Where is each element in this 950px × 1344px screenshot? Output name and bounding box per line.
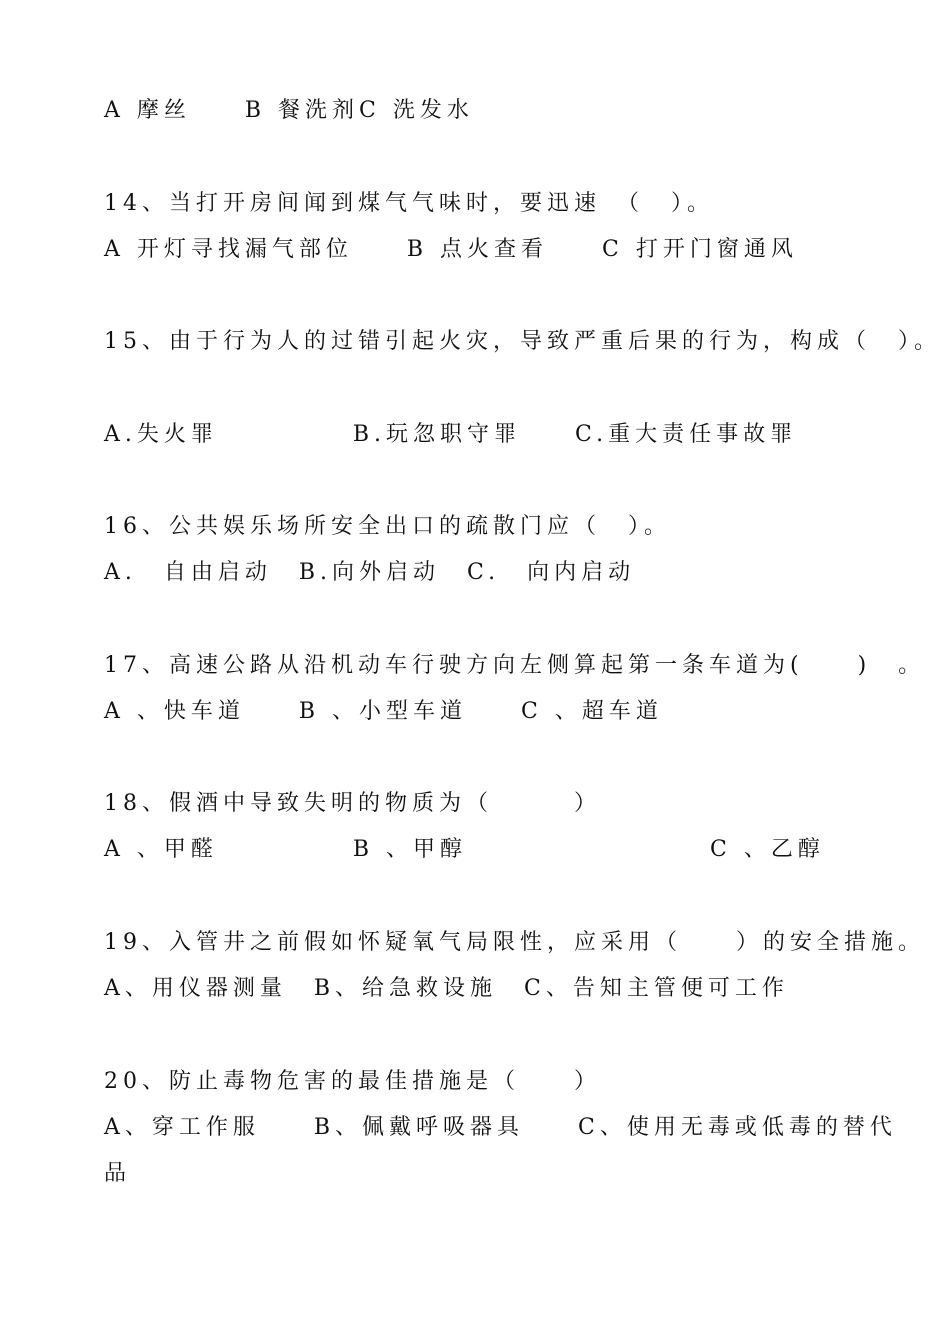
q16-question: 16、公共娱乐场所安全出口的疏散门应（ ）。 bbox=[104, 514, 671, 539]
q20-question: 20、防止毒物危害的最佳措施是（ ） bbox=[104, 1069, 601, 1094]
q16-options: A. 自由启动 B.向外启动 C. 向内启动 bbox=[104, 560, 636, 585]
q14-question: 14、当打开房间闻到煤气气味时，要迅速 （ ）。 bbox=[104, 191, 714, 216]
q15-question: 15、由于行为人的过错引起火灾，导致严重后果的行为，构成（ ）。 bbox=[104, 329, 941, 354]
q20-options: A、穿工作服 B、佩戴呼吸器具 C、使用无毒或低毒的替代 bbox=[104, 1115, 897, 1140]
q14-options: A 开灯寻找漏气部位 B 点火查看 C 打开门窗通风 bbox=[104, 237, 798, 262]
q19-question: 19、入管井之前假如怀疑氧气局限性，应采用（ ）的安全措施。 bbox=[104, 930, 925, 955]
q17-question: 17、高速公路从沿机动车行驶方向左侧算起第一条车道为( ) 。 bbox=[104, 653, 926, 678]
q19-options: A、用仪器测量 B、给急救设施 C、告知主管便可工作 bbox=[104, 976, 789, 1001]
q20-options-wrap: 品 bbox=[104, 1161, 132, 1186]
q17-options: A 、快车道 B 、小型车道 C 、超车道 bbox=[104, 699, 663, 724]
q15-options: A.失火罪 B.玩忽职守罪 C.重大责任事故罪 bbox=[104, 422, 798, 447]
q18-options: A 、甲醛 B 、甲醇 C 、乙醇 bbox=[104, 837, 825, 862]
q18-question: 18、假酒中导致失明的物质为（ ） bbox=[104, 791, 601, 816]
q13-options: A 摩丝 B 餐洗剂C 洗发水 bbox=[104, 98, 474, 123]
